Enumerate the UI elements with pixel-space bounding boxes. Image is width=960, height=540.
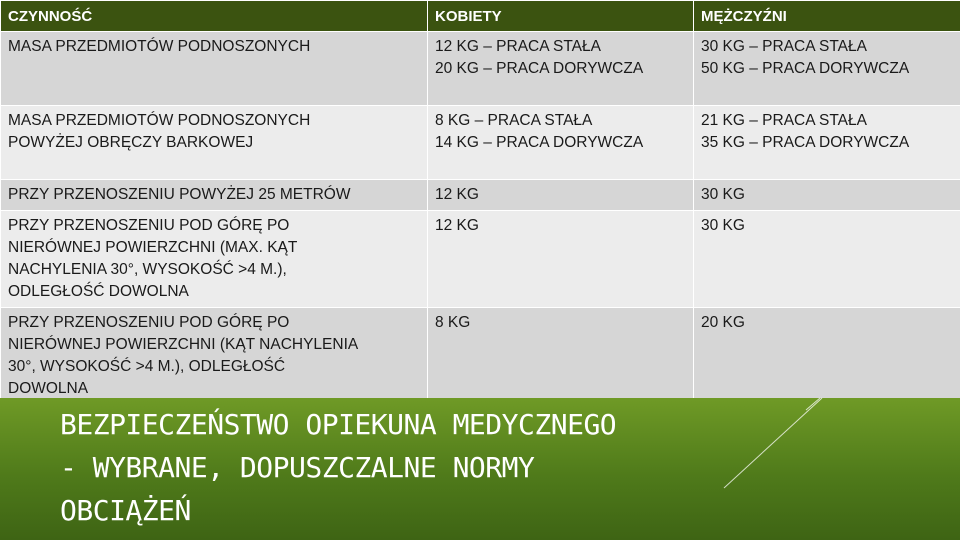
cell-text: 21 KG – PRACA STAŁA — [701, 112, 867, 129]
cell-text: NIERÓWNEJ POWIERZCHNI (MAX. KĄT — [8, 239, 298, 256]
cell-women — [428, 32, 694, 106]
table-row — [1, 180, 960, 211]
cell-men — [694, 308, 960, 405]
cell-activity — [1, 308, 428, 405]
cell-activity — [1, 180, 428, 211]
cell-text: 12 KG — [435, 217, 479, 234]
title-line: BEZPIECZEŃSTWO OPIEKUNA MEDYCZNEGO — [60, 408, 617, 441]
header-activity: CZYNNOŚĆ — [1, 1, 428, 32]
cell-text: 12 KG — [435, 186, 479, 203]
cell-text: PRZY PRZENOSZENIU POD GÓRĘ PO — [8, 217, 290, 234]
cell-text: 30 KG — [701, 217, 745, 234]
table-row — [1, 308, 960, 405]
title-line: - WYBRANE, DOPUSZCZALNE NORMY — [60, 451, 535, 484]
cell-activity — [1, 32, 428, 106]
cell-text: MASA PRZEDMIOTÓW PODNOSZONYCH — [8, 38, 311, 55]
cell-text: 8 KG – PRACA STAŁA — [435, 112, 593, 129]
cell-activity — [1, 106, 428, 180]
cell-text: 30 KG — [701, 186, 745, 203]
cell-text: 12 KG – PRACA STAŁA — [435, 38, 601, 55]
cell-text: 35 KG – PRACA DORYWCZA — [701, 134, 910, 151]
header-men: MĘŻCZYŹNI — [694, 1, 960, 32]
cell-text: 14 KG – PRACA DORYWCZA — [435, 134, 644, 151]
cell-text: 8 KG — [435, 314, 471, 331]
table-header-row — [1, 1, 960, 32]
cell-men — [694, 32, 960, 106]
slide-title — [60, 403, 700, 532]
cell-text: NIERÓWNEJ POWIERZCHNI (KĄT NACHYLENIA — [8, 336, 359, 353]
cell-text: 50 KG – PRACA DORYWCZA — [701, 60, 910, 77]
header-women: KOBIETY — [428, 1, 694, 32]
cell-text: PRZY PRZENOSZENIU POD GÓRĘ PO — [8, 314, 290, 331]
table-row — [1, 32, 960, 106]
table-row — [1, 106, 960, 180]
cell-text: 20 KG – PRACA DORYWCZA — [435, 60, 644, 77]
cell-text: 20 KG — [701, 314, 745, 331]
cell-men — [694, 180, 960, 211]
cell-text: MASA PRZEDMIOTÓW PODNOSZONYCH — [8, 112, 311, 129]
cell-text: NACHYLENIA 30°, WYSOKOŚĆ >4 M.), — [8, 261, 287, 278]
cell-text: POWYŻEJ OBRĘCZY BARKOWEJ — [8, 134, 254, 151]
cell-text: DOWOLNA — [8, 380, 89, 397]
cell-text: 30°, WYSOKOŚĆ >4 M.), ODLEGŁOŚĆ — [8, 358, 286, 375]
cell-text: 30 KG – PRACA STAŁA — [701, 38, 867, 55]
cell-activity — [1, 211, 428, 308]
cell-text: PRZY PRZENOSZENIU POWYŻEJ 25 METRÓW — [8, 186, 351, 203]
cell-men — [694, 106, 960, 180]
cell-text: ODLEGŁOŚĆ DOWOLNA — [8, 283, 189, 300]
title-line: OBCIĄŻEŃ — [60, 494, 191, 527]
table-row — [1, 211, 960, 308]
cell-men — [694, 211, 960, 308]
cell-women — [428, 308, 694, 405]
cell-women — [428, 106, 694, 180]
cell-women — [428, 211, 694, 308]
cell-women — [428, 180, 694, 211]
